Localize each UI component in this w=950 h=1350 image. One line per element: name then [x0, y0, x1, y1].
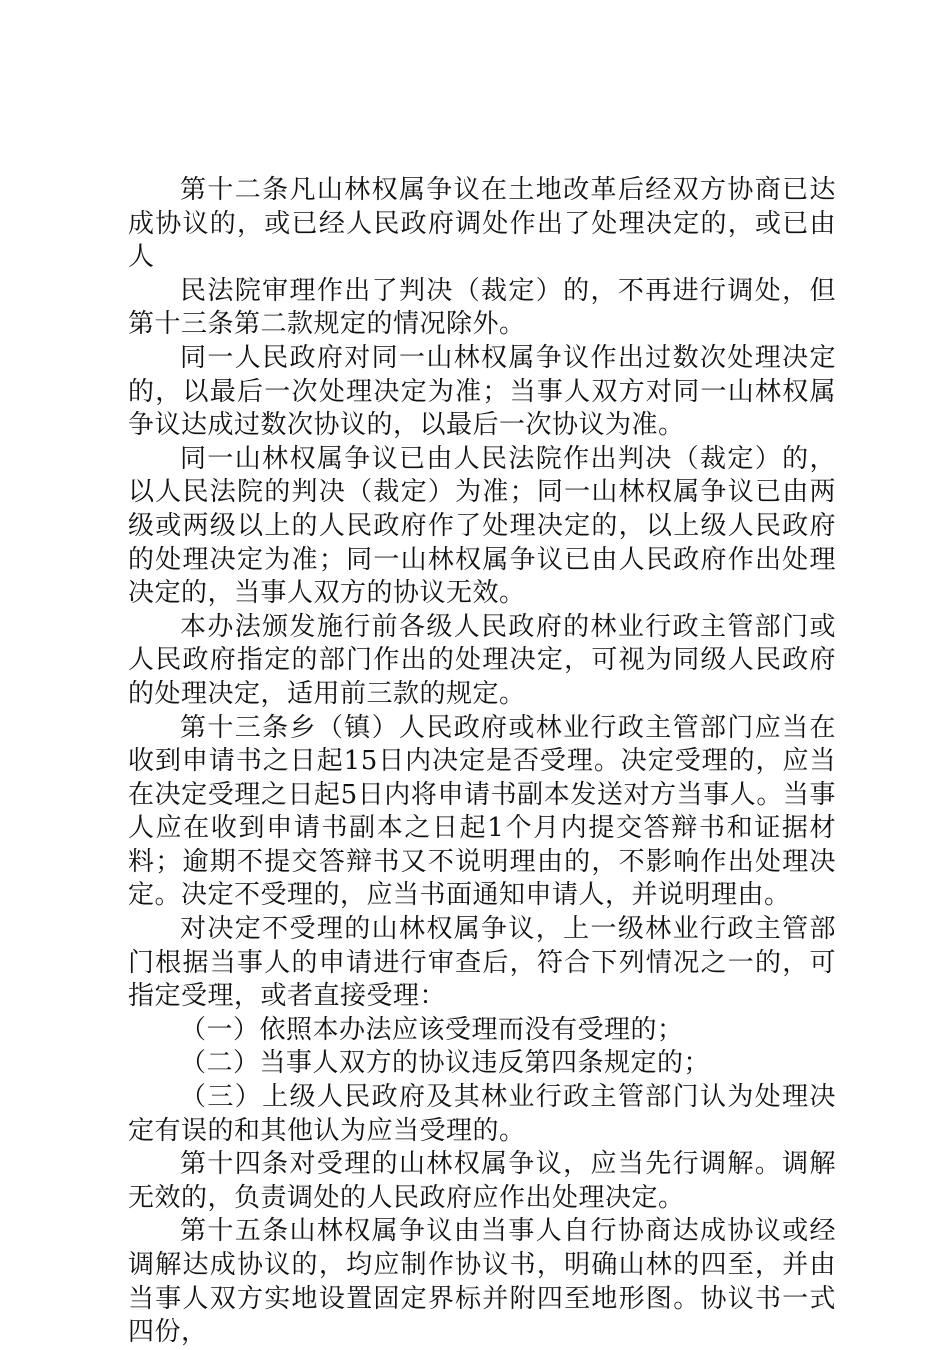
paragraph-article-15: 第十五条山林权属争议由当事人自行协商达成协议或经调解达成协议的，均应制作协议书，明确山林的四至，并由当事人双方实地设置固定界标并附四至地形图。协议书一式四份，	[128, 1216, 836, 1348]
paragraph-not-accepted-disputes: 对决定不受理的山林权属争议，上一级林业行政主管部门根据当事人的申请进行审查后，符合下列情况之一的，可指定受理，或者直接受理：	[128, 914, 836, 1012]
paragraph-article-12-continued: 民法院审理作出了判决（裁定）的，不再进行调处，但第十三条第二款规定的情况除外。	[128, 275, 836, 340]
list-item-3: （三）上级人民政府及其林业行政主管部门认为处理决定有误的和其他认为应当受理的。	[128, 1082, 836, 1146]
paragraph-court-judgment-priority: 同一山林权属争议已由人民法院作出判决（裁定）的，以人民法院的判决（裁定）为准；同一山林权属争议已由两级或两级以上的人民政府作了处理决定的，以上级人民政府的处理决定为准；同一山林权属争议已由人民政府作出处理决定的，当事人双方的协议无效。	[128, 443, 836, 609]
paragraph-prior-decisions: 本办法颁发施行前各级人民政府的林业行政主管部门或人民政府指定的部门作出的处理决定，可视为同级人民政府的处理决定，适用前三款的规定。	[128, 611, 836, 709]
list-item-2: （二）当事人双方的协议违反第四条规定的；	[180, 1048, 711, 1079]
paragraph-article-13: 第十三条乡（镇）人民政府或林业行政主管部门应当在收到申请书之日起15日内决定是否受理。决定受理的，应当在决定受理之日起5日内将申请书副本发送对方当事人。当事人应在收到申请书副本之日起1个月内提交答辩书和证据材料；逾期不提交答辩书又不说明理由的，不影响作出处理决定。决定不受理的，应当书面通知申请人，并说明理由。	[128, 712, 836, 911]
document-body	[128, 174, 836, 1350]
paragraph-article-14: 第十四条对受理的山林权属争议，应当先行调解。调解无效的，负责调处的人民政府应作出处理决定。	[128, 1149, 836, 1213]
list-item-1: （一）依照本办法应该受理而没有受理的；	[180, 1014, 684, 1045]
paragraph-same-government-decisions: 同一人民政府对同一山林权属争议作出过数次处理决定的，以最后一次处理决定为准；当事人双方对同一山林权属争议达成过数次协议的，以最后一次协议为准。	[128, 342, 836, 441]
paragraph-article-12: 第十二条凡山林权属争议在土地改革后经双方协商已达成协议的，或已经人民政府调处作出了处理决定的，或已由人	[128, 175, 836, 273]
